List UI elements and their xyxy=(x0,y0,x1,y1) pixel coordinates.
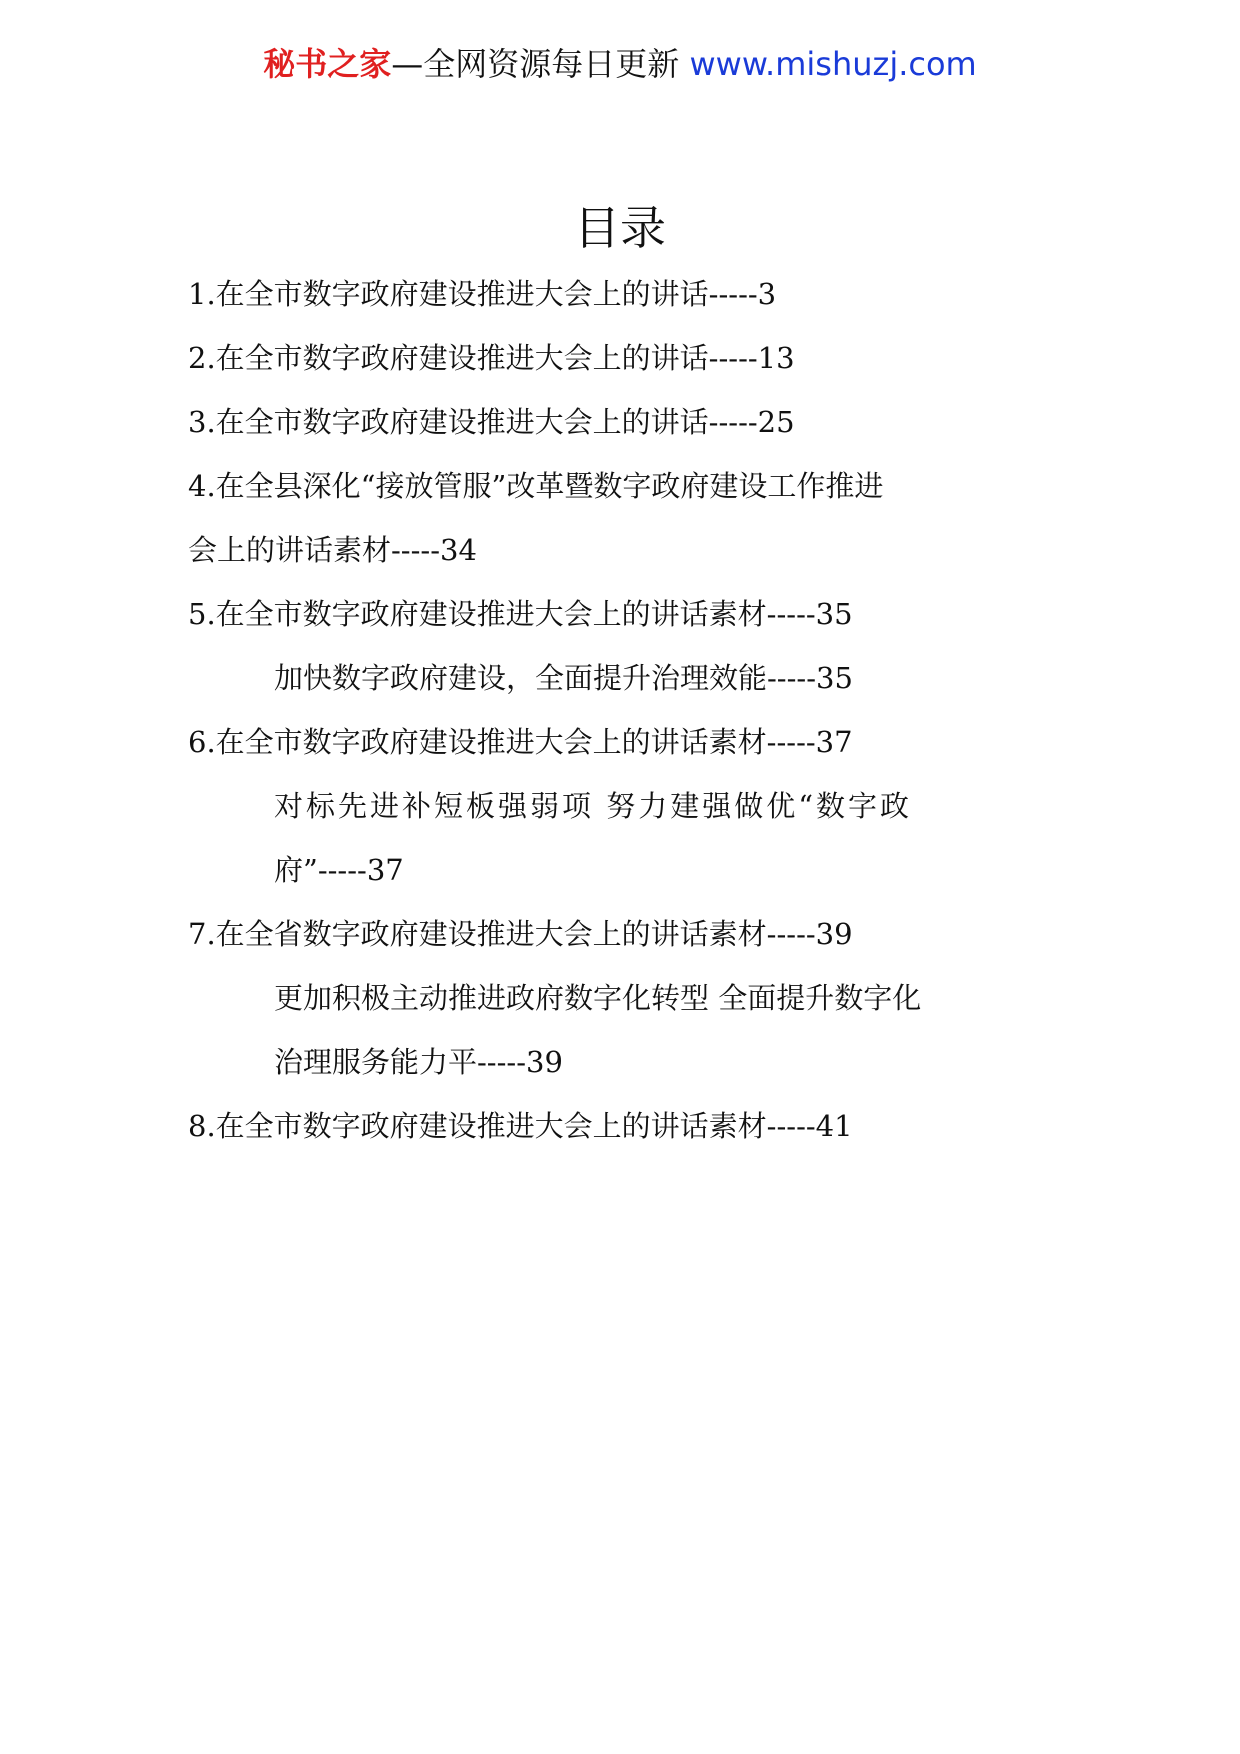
toc-entry-1: 1.在全市数字政府建设推进大会上的讲话-----3 xyxy=(188,277,777,311)
table-of-contents xyxy=(188,262,1058,1158)
toc-subentry-6: 对标先进补短板强弱项 努力建强做优“数字政 xyxy=(274,789,913,823)
toc-entry-6: 6.在全市数字政府建设推进大会上的讲话素材-----37 xyxy=(188,725,853,759)
toc-entry-4-continued: 会上的讲话素材-----34 xyxy=(188,533,477,567)
toc-entry-5: 5.在全市数字政府建设推进大会上的讲话素材-----35 xyxy=(188,597,853,631)
toc-entry-8: 8.在全市数字政府建设推进大会上的讲话素材-----41 xyxy=(188,1109,853,1143)
toc-entry-7: 7.在全省数字政府建设推进大会上的讲话素材-----39 xyxy=(188,917,853,951)
brand-name: 秘书之家 xyxy=(263,45,392,83)
toc-entry-2: 2.在全市数字政府建设推进大会上的讲话-----13 xyxy=(188,341,795,375)
toc-subentry-5: 加快数字政府建设，全面提升治理效能-----35 xyxy=(274,661,853,695)
toc-title: 目录 xyxy=(574,201,666,255)
toc-subentry-7-continued: 治理服务能力平-----39 xyxy=(274,1045,563,1079)
toc-entry-4: 4.在全县深化“接放管服”改革暨数字政府建设工作推进 xyxy=(188,469,884,503)
toc-subentry-6-continued: 府”-----37 xyxy=(274,853,404,887)
site-header xyxy=(0,42,1240,86)
site-slogan: —全网资源每日更新 xyxy=(391,45,690,83)
toc-subentry-7: 更加积极主动推进政府数字化转型 全面提升数字化 xyxy=(274,981,922,1015)
toc-entry-3: 3.在全市数字政府建设推进大会上的讲话-----25 xyxy=(188,405,795,439)
site-url-link[interactable]: www.mishuzj.com xyxy=(689,45,977,83)
